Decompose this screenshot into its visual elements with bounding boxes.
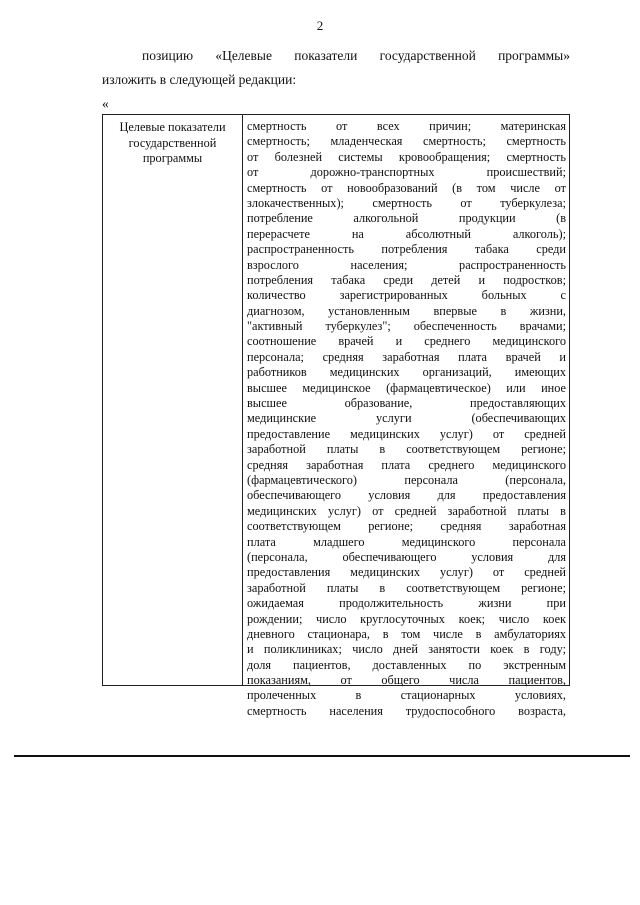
table-text-line: злокачественных); смертность от туберкулеза; — [247, 195, 566, 210]
table-left-header: Целевые показатели государственной программы — [119, 120, 226, 165]
table-text-line: высшее образование, предоставляющих — [247, 396, 566, 411]
table-text-line: плата младшего медицинского персонала — [247, 534, 566, 549]
horizontal-rule — [14, 755, 630, 757]
table-text-line: пролеченных в стационарных условиях, — [247, 688, 566, 703]
table-text-line: персонала; средняя заработная плата врачей и — [247, 349, 566, 364]
table-text-line: от болезней системы кровообращения; смертность — [247, 149, 566, 164]
table-text-line: смертность от новообразований (в том числе от — [247, 180, 566, 195]
table-text-line: смертность; младенческая смертность; смертность — [247, 134, 566, 149]
table-text-line: диагнозом, установленным впервые в жизни, — [247, 303, 566, 318]
table-text-line: предоставление медицинских услуг) от средней — [247, 426, 566, 441]
table-text-line: потребления табака среди детей и подростков; — [247, 272, 566, 287]
table-text-line: распространенность потребления табака среди — [247, 242, 566, 257]
table-text-line: медицинских услуг) от средней заработной платы в — [247, 503, 566, 518]
table-text-line: потребление алкогольной продукции (в — [247, 211, 566, 226]
table-text-line: соотношение врачей и среднего медицинского — [247, 334, 566, 349]
table-text-line: доля пациентов, доставленных по экстренным — [247, 657, 566, 672]
indicators-table — [102, 114, 570, 718]
intro-line-2: изложить в следующей редакции: — [102, 72, 297, 87]
table-text-line: "активный туберкулез"; обеспеченность врачами; — [247, 319, 566, 334]
page-number: 2 — [316, 18, 324, 33]
table-text-line: показаниям, от общего числа пациентов, — [247, 673, 566, 688]
table-left-cell — [103, 115, 243, 685]
table-text-line: взрослого населения; распространенность — [247, 257, 566, 272]
table-text-line: заработной платы в соответствующем регионе; — [247, 580, 566, 595]
table-text-line: высшее медицинское (фармацевтическое) или иное — [247, 380, 566, 395]
table-text-line: заработной платы в соответствующем регионе; — [247, 442, 566, 457]
table-text-line: (персонала, обеспечивающего условия для — [247, 549, 566, 564]
intro-line-1: позицию «Целевые показатели государственной программы» — [142, 48, 570, 63]
table-text-line: перерасчете на абсолютный алкоголь); — [247, 226, 566, 241]
table-text-line: соответствующем регионе; средняя заработная — [247, 519, 566, 534]
table-right-cell — [243, 115, 569, 718]
table-text-line: средняя заработная плата среднего медицинского — [247, 457, 566, 472]
table-text-line: смертность населения трудоспособного возраста, — [247, 703, 566, 718]
table-text-line: количество зарегистрированных больных с — [247, 288, 566, 303]
table-text-line: и поликлиниках; число дней занятости коек в году; — [247, 642, 566, 657]
table-text-line: обеспечивающего условия для предоставления — [247, 488, 566, 503]
table-text-line: предоставления медицинских услуг) от средней — [247, 565, 566, 580]
opening-quote: « — [102, 96, 109, 111]
table-text-line: работников медицинских организаций, имеющих — [247, 365, 566, 380]
table-text-line: смертность от всех причин; материнская — [247, 119, 566, 133]
table-text-line: дневного стационара, в том числе в амбулаториях — [247, 626, 566, 641]
table-text-line: рождении; число круглосуточных коек; число коек — [247, 611, 566, 626]
table-text-line: ожидаемая продолжительность жизни при — [247, 596, 566, 611]
table-text-line: (фармацевтического) персонала (персонала, — [247, 472, 566, 487]
table-text-line: медицинские услуги (обеспечивающих — [247, 411, 566, 426]
table-text-line: от дорожно-транспортных происшествий; — [247, 165, 566, 180]
